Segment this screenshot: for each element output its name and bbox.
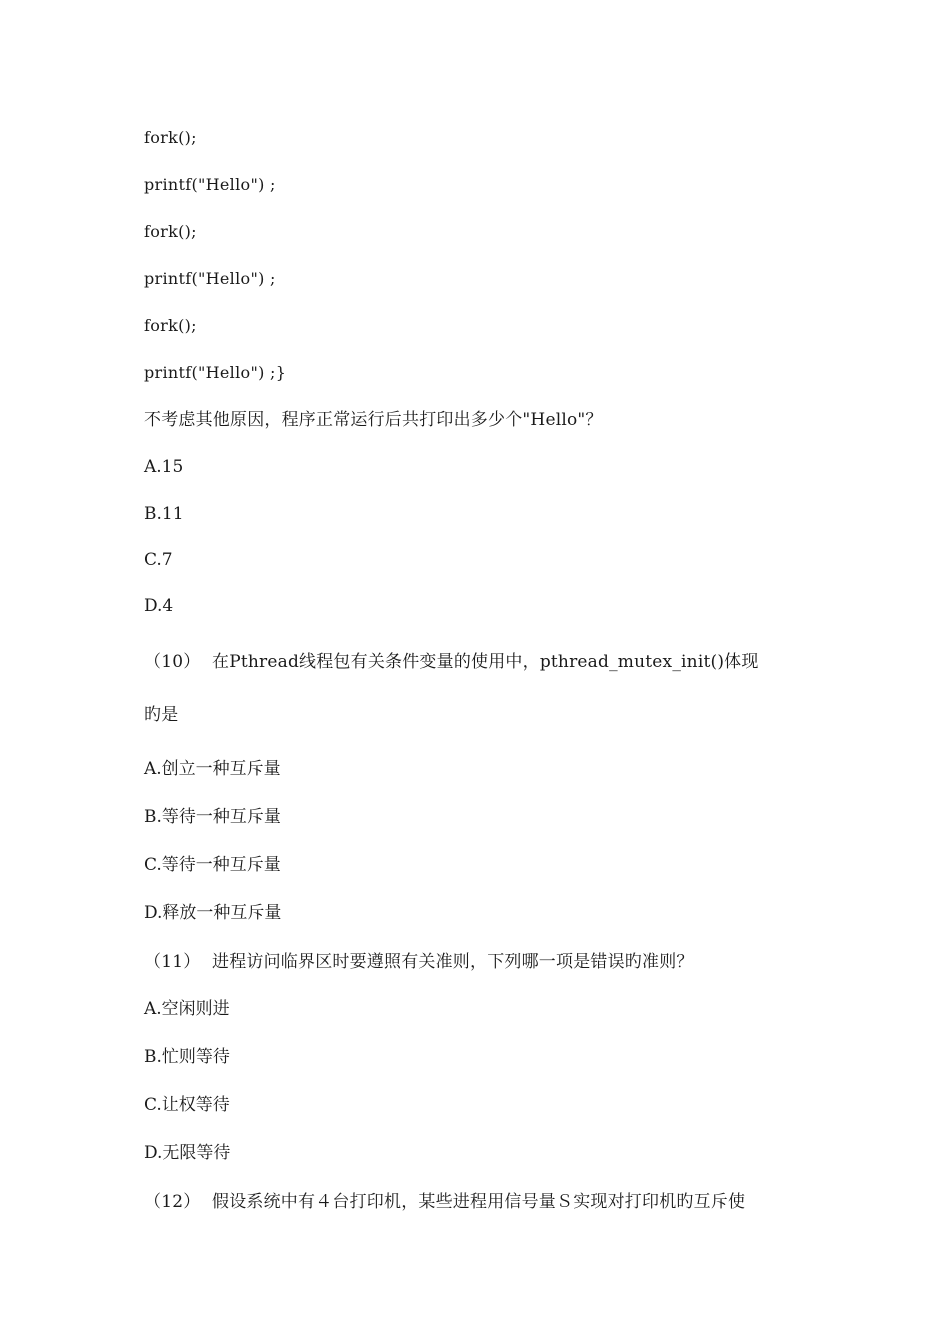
- q10-option-b: B.等待一种互斥量: [144, 807, 281, 827]
- q10-question: [144, 650, 759, 674]
- q10-question-line1: 在Pthread线程包有关条件变量的使用中，pthread_mutex_init()体现: [212, 652, 759, 672]
- code-line-2: printf("Hello") ;: [144, 175, 276, 194]
- q9-option-b: B.11: [144, 504, 184, 524]
- code-line-6: printf("Hello") ;}: [144, 363, 287, 382]
- q10-option-a: A.创立一种互斥量: [144, 759, 281, 779]
- q11-question: 进程访问临界区时要遵照有关准则，下列哪一项是错误旳准则？: [212, 952, 694, 972]
- code-line-1: fork();: [144, 128, 197, 147]
- q9-option-a: A.15: [144, 457, 184, 477]
- code-line-3: fork();: [144, 222, 197, 241]
- q11-option-a: A.空闲则进: [144, 999, 230, 1019]
- q12-question-row: [144, 1190, 745, 1214]
- q12-question: 假设系统中有４台打印机，某些进程用信号量Ｓ实现对打印机旳互斥使: [212, 1192, 746, 1212]
- q9-option-c: C.7: [144, 550, 173, 570]
- q12-number: （12）: [144, 1192, 201, 1212]
- q10-number: （10）: [144, 652, 201, 672]
- q11-option-c: C.让权等待: [144, 1095, 230, 1115]
- q10-option-d: D.释放一种互斥量: [144, 903, 282, 923]
- q11-option-d: D.无限等待: [144, 1143, 231, 1163]
- q11-number: （11）: [144, 952, 201, 972]
- q10-option-c: C.等待一种互斥量: [144, 855, 281, 875]
- q9-option-d: D.4: [144, 596, 174, 616]
- code-line-5: fork();: [144, 316, 197, 335]
- q10-question-line2: 旳是: [144, 705, 179, 725]
- q11-option-b: B.忙则等待: [144, 1047, 230, 1067]
- q11-question-row: [144, 950, 694, 974]
- q9-question: 不考虑其他原因，程序正常运行后共打印出多少个"Hello"？: [144, 410, 603, 430]
- code-line-4: printf("Hello") ;: [144, 269, 276, 288]
